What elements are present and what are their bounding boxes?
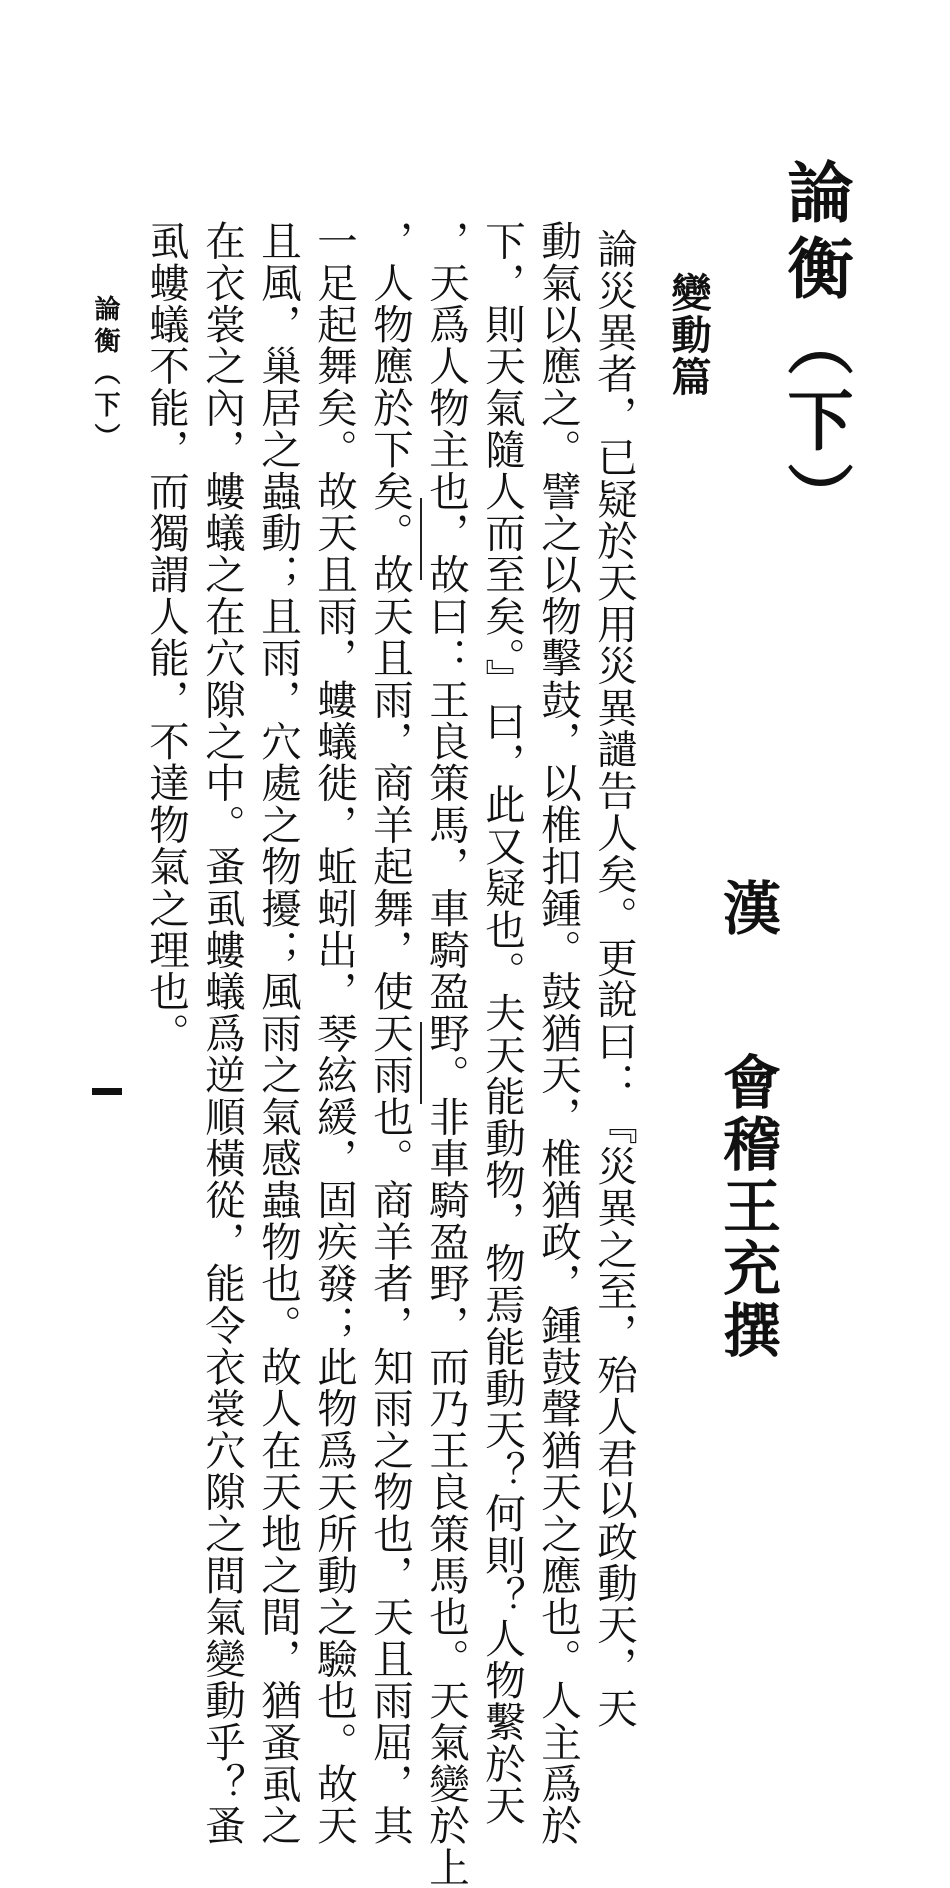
body-line: 且風，巢居之蟲動；且雨，穴處之物擾；風雨之氣感蟲物也。故人在天地之間，猶蚤虱之 [254,220,302,1847]
page-number-text [92,1088,93,1089]
body-line: 在衣裳之內，螻蟻之在穴隙之中。蚤虱螻蟻爲逆順橫從，能令衣裳穴隙之間氣變動乎？蚤 [198,220,246,1847]
body-line: ，天爲人物主也，故曰：王良策馬，車騎盈野。非車騎盈野，而乃王良策馬也。天氣變於上 [422,220,470,1888]
author-name: 會稽王充撰 [713,1052,781,1362]
body-line: 動氣以應之。譬之以物擊鼓，以椎扣鍾。鼓猶天，椎猶政，鍾鼓聲猶天之應也。人主爲於 [534,220,582,1847]
book-title: 論衡（下） [776,158,854,538]
body-line: 下，則天氣隨人而至矣。』曰，此又疑也。夫天能動物，物焉能動天？何則？人物繫於天 [478,220,526,1827]
page-number [92,1088,122,1095]
proper-name-mark [420,498,422,580]
chapter-title: 變動篇 [665,272,712,398]
author-line [713,878,781,1362]
proper-name-mark [420,1022,422,1104]
body-line: 一足起舞矣。故天且雨，螻蟻徙，蚯蚓出，琴絃緩，固疾發；此物爲天所動之驗也。故天 [310,220,358,1847]
author-dynasty: 漢 [713,878,781,940]
footer-title: 論衡（下） [90,295,120,455]
body-line: 論災異者，已疑於天用災異譴告人矣。更說曰：『災異之至，殆人君以政動天，天 [590,228,638,1730]
body-line: 虱螻蟻不能，而獨謂人能，不達物氣之理也。 [142,220,190,1054]
body-line: ，人物應於下矣。故天且雨，商羊起舞，使天雨也。商羊者，知雨之物也，天且雨屈，其 [366,220,414,1847]
